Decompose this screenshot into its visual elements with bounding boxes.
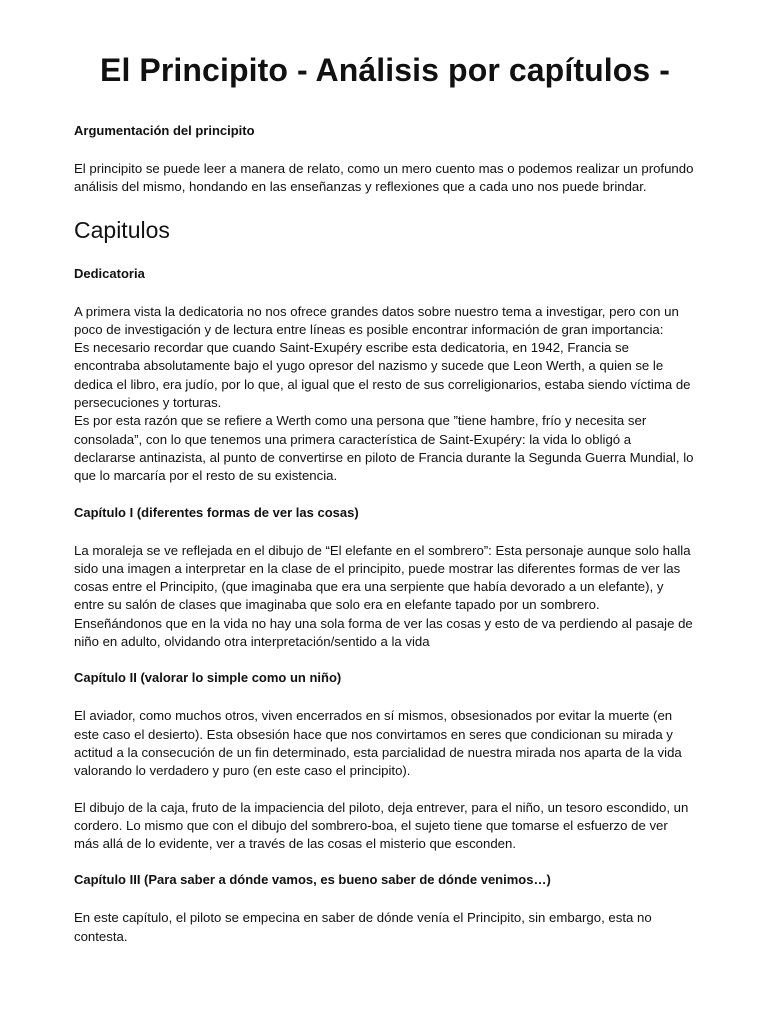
section-body-capitulo-1 [74,542,696,652]
section-heading-capitulo-1: Capítulo I (diferentes formas de ver las cosas) [74,504,359,520]
intro-heading: Argumentación del principito [74,123,255,138]
section-heading-dedicatoria: Dedicatoria [74,265,145,281]
section-paragraph: El dibujo de la caja, fruto de la impaciencia del piloto, deja entrever, para el niño, un tesoro escondido, un cordero. Lo mismo que con el dibujo del sombrero-boa, el sujeto tiene que tomarse el esfuerzo de ver más allá de lo evidente, ver a través de las cosas el misterio que esconden. [74,799,689,852]
section-paragraph: En este capítulo, el piloto se empecina en saber de dónde venía el Principito, sin embargo, esta no contesta. [74,910,652,944]
paragraph-line: La moraleja se ve reflejada en el dibujo de “El elefante en el sombrero”: Esta personaje aunque solo halla sido una imagen a interpretar en la clase de el principito, puede mostrar las diferentes formas de ver las cosas entre el Principito, (que imaginaba que era una serpiente que había devorado a un elefante), y entre su salón de clases que imaginaba que solo era en elefante tapado por un sombrero. [74,542,691,613]
paragraph-line: A primera vista la dedicatoria no nos ofrece grandes datos sobre nuestro tema a investigar, pero con un poco de investigación y de lectura entre líneas es posible encontrar información de gran importancia: [74,303,679,337]
paragraph-line: Es por esta razón que se refiere a Werth como una persona que ”tiene hambre, frío y necesita ser consolada”, con lo que tenemos una primera característica de Saint-Exupéry: la vida lo obligó a declararse antinazista, al punto de convertirse en piloto de Francia durante la Segunda Guerra Mundial, lo que lo marcaría por el resto de su existencia. [74,413,694,484]
section-heading-capitulo-2: Capítulo II (valorar lo simple como un niño) [74,670,342,686]
section-body-dedicatoria [74,303,696,486]
intro-paragraph: El principito se puede leer a manera de relato, como un mero cuento mas o podemos realizar un profundo análisis del mismo, hondando en las enseñanzas y reflexiones que a cada uno nos puede brindar. [74,161,694,195]
section-paragraph: El aviador, como muchos otros, viven encerrados en sí mismos, obsesionados por evitar la muerte (en este caso el desierto). Esta obsesión hace que nos convirtamos en seres que condicionan su mirada y actitud a la consecución de un fin determinado, esta parcialidad de nuestra mirada nos aparta de la vida valorando lo verdadero y puro (en este caso el principito). [74,708,682,779]
paragraph-line: Enseñándonos que en la vida no hay una sola forma de ver las cosas y esto de va perdiendo al pasaje de niño en adulto, olvidando otra interpretación/sentido a la vida [74,615,693,650]
document-title: El Principito - Análisis por capítulos - [100,52,670,88]
section-heading-capitulo-3: Capítulo III (Para saber a dónde vamos, es bueno saber de dónde venimos…) [74,872,551,888]
paragraph-line: Es necesario recordar que cuando Saint-Exupéry escribe esta dedicatoria, en 1942, Francia se encontraba absolutamente bajo el yugo opresor del nazismo y sucede que Leon Werth, a quien se le dedica el libro, era judío, por lo que, al igual que el resto de sus correligionarios, estaba siendo víctima de persecuciones y torturas. [74,340,691,411]
chapters-heading: Capitulos [74,216,170,243]
